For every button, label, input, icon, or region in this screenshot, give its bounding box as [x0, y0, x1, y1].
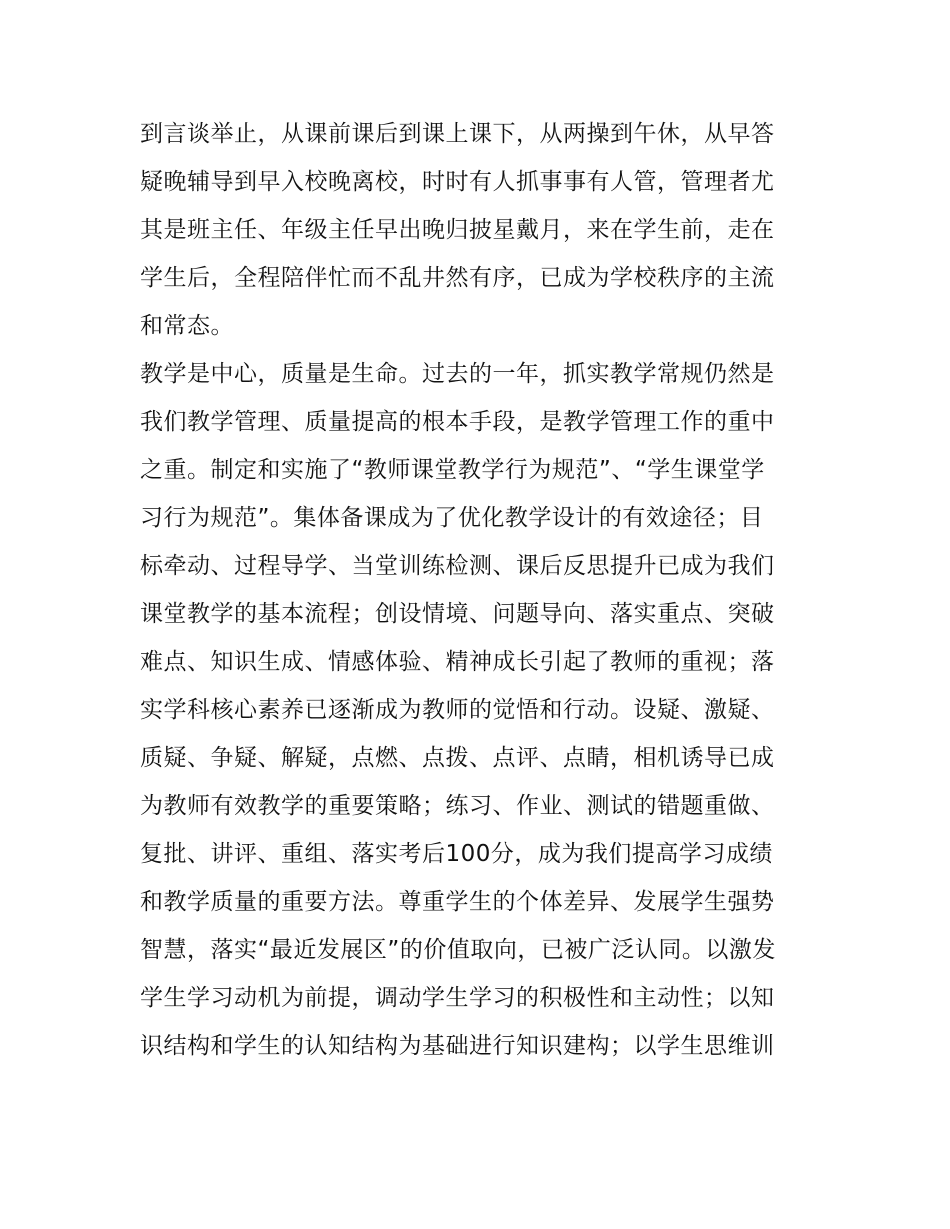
text-line-9: 习行为规范”。集体备课成为了优化教学设计的有效途径；目	[140, 505, 764, 531]
text-line-8: 之重。制定和实施了“教师课堂教学行为规范”、“学生课堂学	[140, 457, 765, 483]
text-line-14: 质疑、争疑、解疑，点燃、点拨、点评、点睛，相机诱导已成	[140, 745, 775, 771]
text-line-19: 学生学习动机为前提，调动学生学习的积极性和主动性；以知	[140, 985, 775, 1011]
text-line-17: 和教学质量的重要方法。尊重学生的个体差异、发展学生强势	[140, 889, 775, 915]
text-line-10: 标牵动、过程导学、当堂训练检测、课后反思提升已成为我们	[140, 553, 775, 579]
text-line-6: 教学是中心，质量是生命。过去的一年，抓实教学常规仍然是	[140, 361, 775, 387]
text-line-4: 学生后，全程陪伴忙而不乱井然有序，已成为学校秩序的主流	[140, 265, 775, 291]
text-line-12: 难点、知识生成、情感体验、精神成长引起了教师的重视；落	[140, 649, 775, 675]
text-line-20: 识结构和学生的认知结构为基础进行知识建构；以学生思维训	[140, 1033, 775, 1059]
text-line-3: 其是班主任、年级主任早出晚归披星戴月，来在学生前，走在	[140, 217, 775, 243]
text-line-2: 疑晚辅导到早入校晚离校，时时有人抓事事有人管，管理者尤	[140, 169, 775, 195]
text-line-11: 课堂教学的基本流程；创设情境、问题导向、落实重点、突破	[140, 601, 775, 627]
text-line-1: 到言谈举止，从课前课后到课上课下，从两操到午休，从早答	[140, 121, 775, 147]
document-body	[140, 110, 830, 1070]
text-line-5: 和常态。	[140, 313, 234, 339]
text-line-15: 为教师有效教学的重要策略；练习、作业、测试的错题重做、	[140, 793, 775, 819]
text-line-13: 实学科核心素养已逐渐成为教师的觉悟和行动。设疑、激疑、	[140, 697, 775, 723]
text-line-18: 智慧，落实“最近发展区”的价值取向，已被广泛认同。以激发	[140, 937, 776, 963]
text-line-16: 复批、讲评、重组、落实考后100分，成为我们提高学习成绩	[140, 841, 773, 867]
text-line-7: 我们教学管理、质量提高的根本手段，是教学管理工作的重中	[140, 409, 775, 435]
